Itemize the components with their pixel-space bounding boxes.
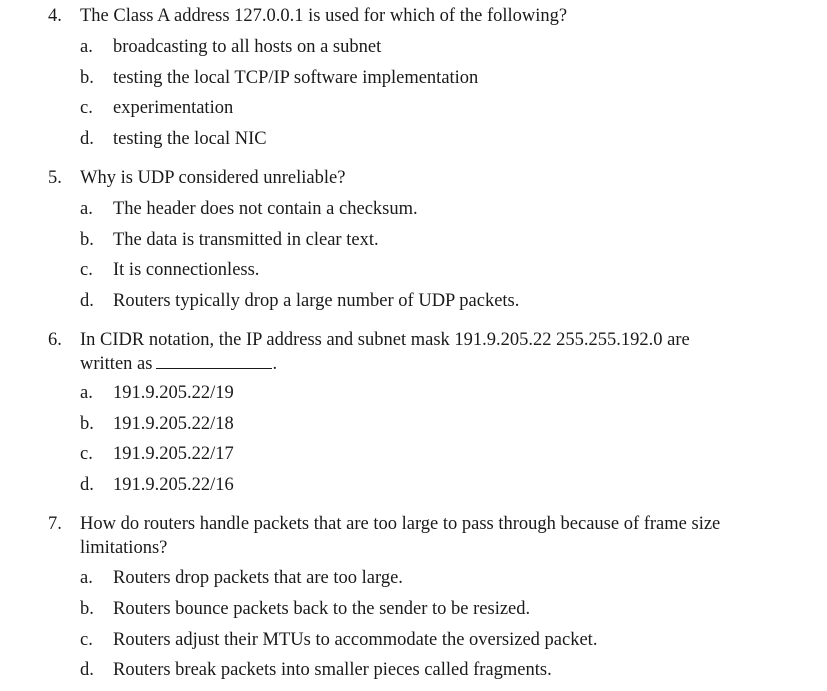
option-letter: b. [80, 599, 94, 619]
option-text: Routers typically drop a large number of UDP packets. [113, 291, 520, 311]
option-letter: b. [80, 230, 94, 250]
option-text: broadcasting to all hosts on a subnet [113, 37, 382, 57]
question-number: 7. [48, 514, 62, 534]
option-text: Routers adjust their MTUs to accommodate the oversized packet. [113, 630, 598, 650]
option-letter: d. [80, 129, 94, 149]
question-text-line1: In CIDR notation, the IP address and subnet mask 191.9.205.22 255.255.192.0 are [80, 330, 690, 350]
question-number: 5. [48, 168, 62, 188]
question-text-line1: How do routers handle packets that are too large to pass through because of frame size [80, 514, 721, 534]
question-text-end: . [272, 354, 278, 374]
option-letter: d. [80, 475, 94, 495]
question-text [80, 512, 820, 560]
option-text: The header does not contain a checksum. [113, 199, 418, 219]
option-letter: d. [80, 660, 94, 680]
question-text: The Class A address 127.0.0.1 is used for which of the following? [80, 6, 568, 26]
option-text: testing the local NIC [113, 129, 267, 149]
question-number: 4. [48, 6, 62, 26]
option-text: It is connectionless. [113, 260, 260, 280]
option-text: Routers break packets into smaller pieces called fragments. [113, 660, 552, 680]
option-letter: c. [80, 630, 93, 650]
option-letter: c. [80, 98, 93, 118]
question-text-line2: limitations? [80, 538, 168, 558]
option-text: testing the local TCP/IP software implementation [113, 68, 479, 88]
option-letter: c. [80, 444, 93, 464]
question-text: Why is UDP considered unreliable? [80, 168, 346, 188]
question-text-line2: written as [80, 354, 153, 374]
answer-blank [156, 355, 272, 369]
option-letter: a. [80, 199, 93, 219]
question-text [80, 328, 820, 376]
question-number: 6. [48, 330, 62, 350]
option-letter: b. [80, 68, 94, 88]
option-text: 191.9.205.22/17 [113, 444, 234, 464]
option-text: 191.9.205.22/19 [113, 383, 234, 403]
option-text: Routers bounce packets back to the sender to be resized. [113, 599, 531, 619]
option-text: 191.9.205.22/16 [113, 475, 234, 495]
option-letter: a. [80, 37, 93, 57]
option-text: The data is transmitted in clear text. [113, 230, 379, 250]
option-letter: d. [80, 291, 94, 311]
option-letter: c. [80, 260, 93, 280]
option-letter: a. [80, 568, 93, 588]
option-text: experimentation [113, 98, 234, 118]
option-letter: b. [80, 414, 94, 434]
option-text: 191.9.205.22/18 [113, 414, 234, 434]
option-letter: a. [80, 383, 93, 403]
option-text: Routers drop packets that are too large. [113, 568, 403, 588]
